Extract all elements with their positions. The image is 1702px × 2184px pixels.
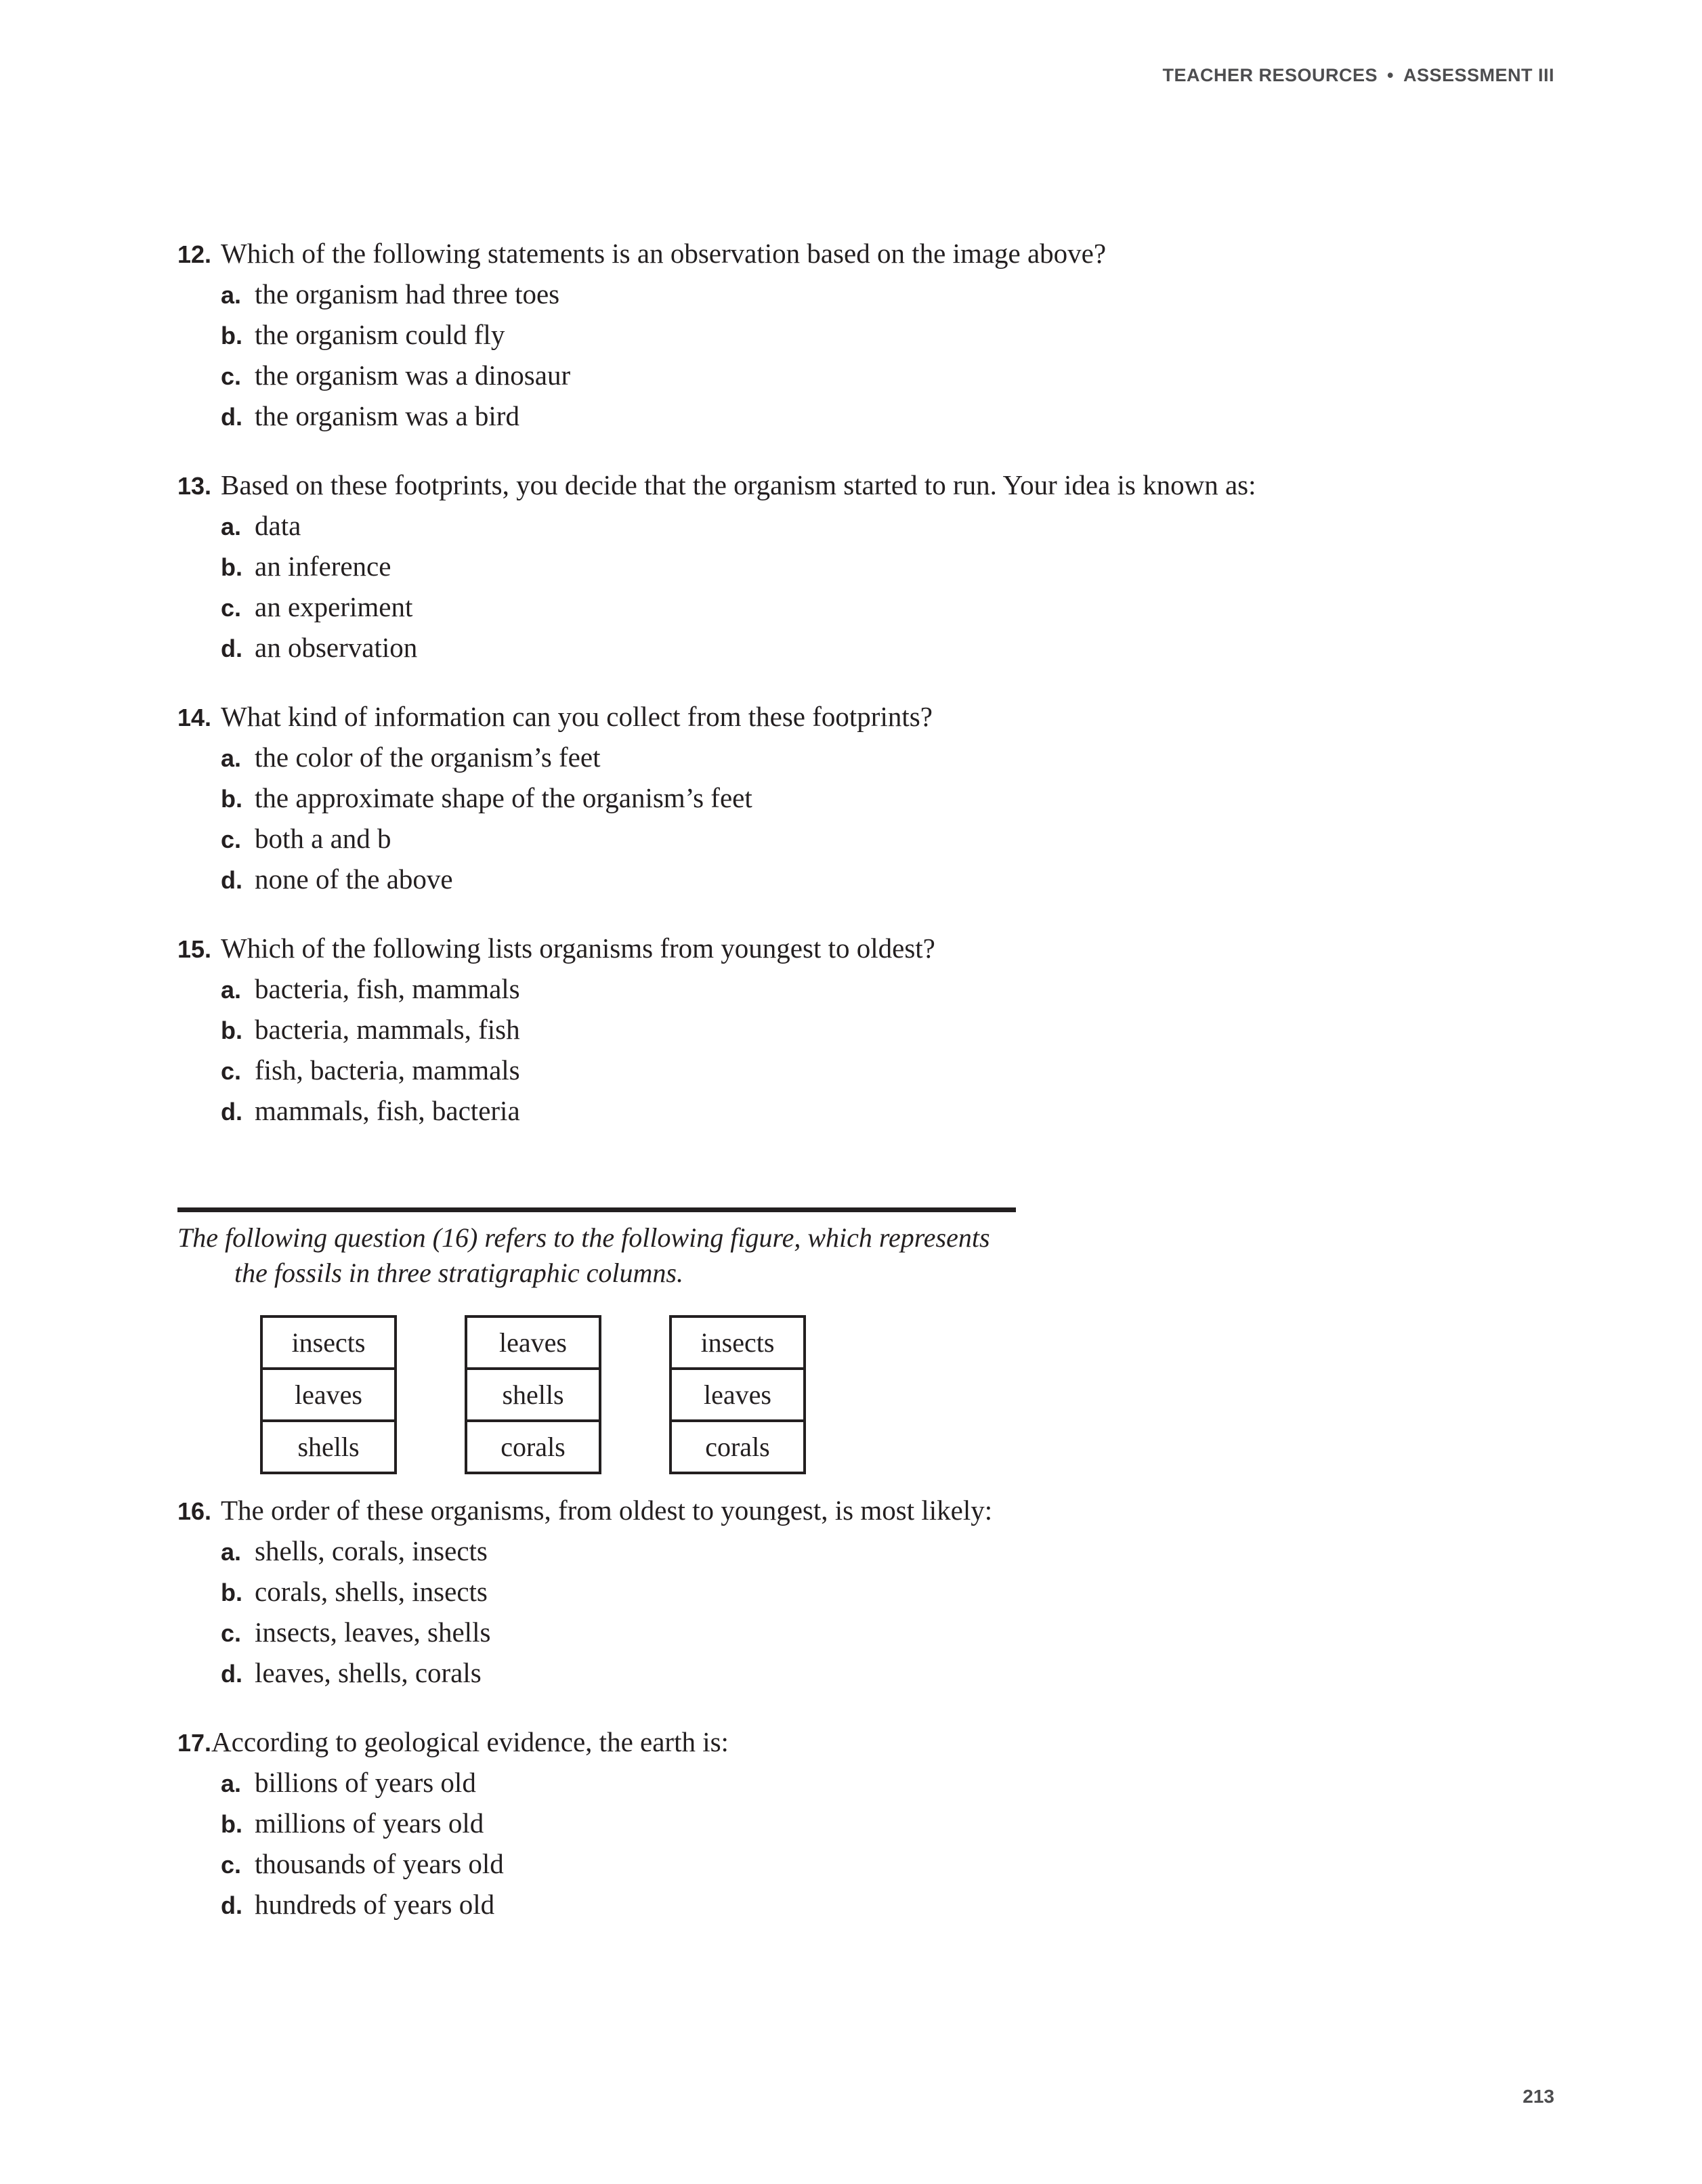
question-text: According to geological evidence, the earth is: — [211, 1726, 729, 1757]
choice-text: an experiment — [255, 591, 413, 622]
choice-text: fish, bacteria, mammals — [255, 1054, 520, 1086]
choice-letter: d. — [221, 1098, 242, 1126]
strat-layer: leaves — [672, 1370, 803, 1422]
strat-layer: insects — [263, 1318, 394, 1370]
choice-c — [177, 1050, 935, 1091]
choice-letter: b. — [221, 1579, 242, 1606]
choice-letter: d. — [221, 866, 242, 894]
choice-b — [177, 778, 933, 819]
choice-text: insects, leaves, shells — [255, 1616, 491, 1648]
question-text: Which of the following statements is an observation based on the image above? — [221, 238, 1107, 269]
question-15 — [177, 928, 935, 1132]
choice-text: bacteria, fish, mammals — [255, 973, 520, 1004]
choice-d — [177, 859, 933, 900]
question-number: 14. — [177, 704, 212, 731]
choice-text: the organism was a dinosaur — [255, 360, 571, 391]
question-14 — [177, 697, 933, 900]
choice-letter: c. — [221, 826, 242, 853]
choice-b — [177, 1803, 729, 1844]
question-stem — [177, 1722, 729, 1763]
strat-column-2 — [465, 1315, 601, 1474]
choice-letter: a. — [221, 513, 242, 540]
strat-layer: corals — [501, 1432, 566, 1462]
choice-d — [177, 1653, 992, 1694]
choice-letter: a. — [221, 1770, 242, 1797]
question-number: 13. — [177, 472, 212, 500]
choice-text: bacteria, mammals, fish — [255, 1014, 520, 1045]
figure-intro-line-2: the fossils in three stratigraphic columns. — [234, 1258, 683, 1288]
choice-a — [177, 1763, 729, 1803]
choice-text: the organism could fly — [255, 319, 505, 350]
strat-column-1 — [260, 1315, 397, 1474]
choice-letter: d. — [221, 1891, 242, 1919]
choice-letter: c. — [221, 1619, 242, 1647]
choice-text: the color of the organism’s feet — [255, 742, 601, 773]
choice-letter: b. — [221, 1016, 242, 1044]
question-text: Based on these footprints, you decide that the organism started to run. Your idea is known as: — [221, 469, 1256, 500]
choice-letter: a. — [221, 744, 242, 772]
header-section: TEACHER RESOURCES — [1162, 65, 1378, 85]
choice-d — [177, 628, 1256, 668]
question-stem — [177, 697, 933, 737]
choice-a — [177, 737, 933, 778]
question-stem — [177, 1491, 992, 1531]
strat-layer: insects — [672, 1318, 803, 1370]
strat-column-3 — [669, 1315, 806, 1474]
question-number: 17. — [177, 1729, 212, 1757]
question-17 — [177, 1722, 729, 1925]
question-stem — [177, 928, 935, 969]
choice-text: an inference — [255, 551, 391, 582]
choice-a — [177, 274, 1106, 315]
question-number: 16. — [177, 1497, 212, 1525]
section-divider — [177, 1207, 1016, 1212]
running-header — [1162, 65, 1554, 86]
choice-text: shells, corals, insects — [255, 1535, 488, 1566]
choice-d — [177, 396, 1106, 437]
choice-text: both a and b — [255, 823, 391, 854]
choice-b — [177, 1572, 992, 1612]
choice-letter: a. — [221, 281, 242, 309]
choice-a — [177, 969, 935, 1010]
choice-c — [177, 1844, 729, 1885]
choice-letter: b. — [221, 785, 242, 813]
strat-layer: leaves — [263, 1370, 394, 1422]
choice-text: mammals, fish, bacteria — [255, 1095, 520, 1126]
question-stem — [177, 465, 1256, 506]
choice-text: the organism was a bird — [255, 400, 519, 431]
choice-b — [177, 1010, 935, 1050]
choice-d — [177, 1885, 729, 1925]
choice-text: thousands of years old — [255, 1848, 504, 1879]
choice-text: corals, shells, insects — [255, 1576, 488, 1607]
choice-text: leaves, shells, corals — [255, 1657, 482, 1688]
choice-c — [177, 587, 1256, 628]
question-12 — [177, 234, 1106, 437]
choice-text: the organism had three toes — [255, 278, 560, 309]
choice-c — [177, 819, 933, 859]
strat-layer: shells — [467, 1370, 599, 1422]
choice-a — [177, 1531, 992, 1572]
choice-letter: b. — [221, 1810, 242, 1838]
question-number: 15. — [177, 935, 212, 963]
choice-letter: a. — [221, 1538, 242, 1566]
question-16 — [177, 1491, 992, 1694]
question-text: What kind of information can you collect from these footprints? — [221, 701, 933, 732]
choice-letter: d. — [221, 635, 242, 662]
header-title: ASSESSMENT III — [1403, 65, 1554, 85]
question-number: 12. — [177, 240, 212, 268]
choice-text: billions of years old — [255, 1767, 476, 1798]
choice-letter: b. — [221, 322, 242, 349]
choice-letter: d. — [221, 1660, 242, 1688]
choice-text: none of the above — [255, 863, 453, 895]
choice-text: millions of years old — [255, 1807, 484, 1839]
question-13 — [177, 465, 1256, 668]
choice-b — [177, 315, 1106, 356]
strat-layer: corals — [705, 1432, 770, 1462]
question-stem — [177, 234, 1106, 274]
choice-text: an observation — [255, 632, 418, 663]
question-text: Which of the following lists organisms from youngest to oldest? — [221, 933, 935, 964]
choice-letter: c. — [221, 1851, 242, 1879]
choice-a — [177, 506, 1256, 547]
choice-letter: a. — [221, 976, 242, 1004]
choice-c — [177, 1612, 992, 1653]
header-separator: • — [1387, 65, 1394, 85]
figure-intro — [177, 1220, 1058, 1291]
choice-letter: d. — [221, 403, 242, 431]
choice-b — [177, 547, 1256, 587]
figure-intro-line-1: The following question (16) refers to the following figure, which represents — [177, 1222, 990, 1253]
choice-text: data — [255, 510, 301, 541]
strat-layer: leaves — [467, 1318, 599, 1370]
choice-letter: c. — [221, 1057, 242, 1085]
strat-layer: shells — [297, 1432, 360, 1462]
choice-letter: c. — [221, 594, 242, 622]
choice-c — [177, 356, 1106, 396]
choice-letter: b. — [221, 553, 242, 581]
question-text: The order of these organisms, from oldest to youngest, is most likely: — [221, 1495, 993, 1526]
page-number: 213 — [1523, 2086, 1554, 2107]
choice-letter: c. — [221, 362, 242, 390]
choice-text: the approximate shape of the organism’s feet — [255, 782, 752, 813]
choice-d — [177, 1091, 935, 1132]
choice-text: hundreds of years old — [255, 1889, 495, 1920]
